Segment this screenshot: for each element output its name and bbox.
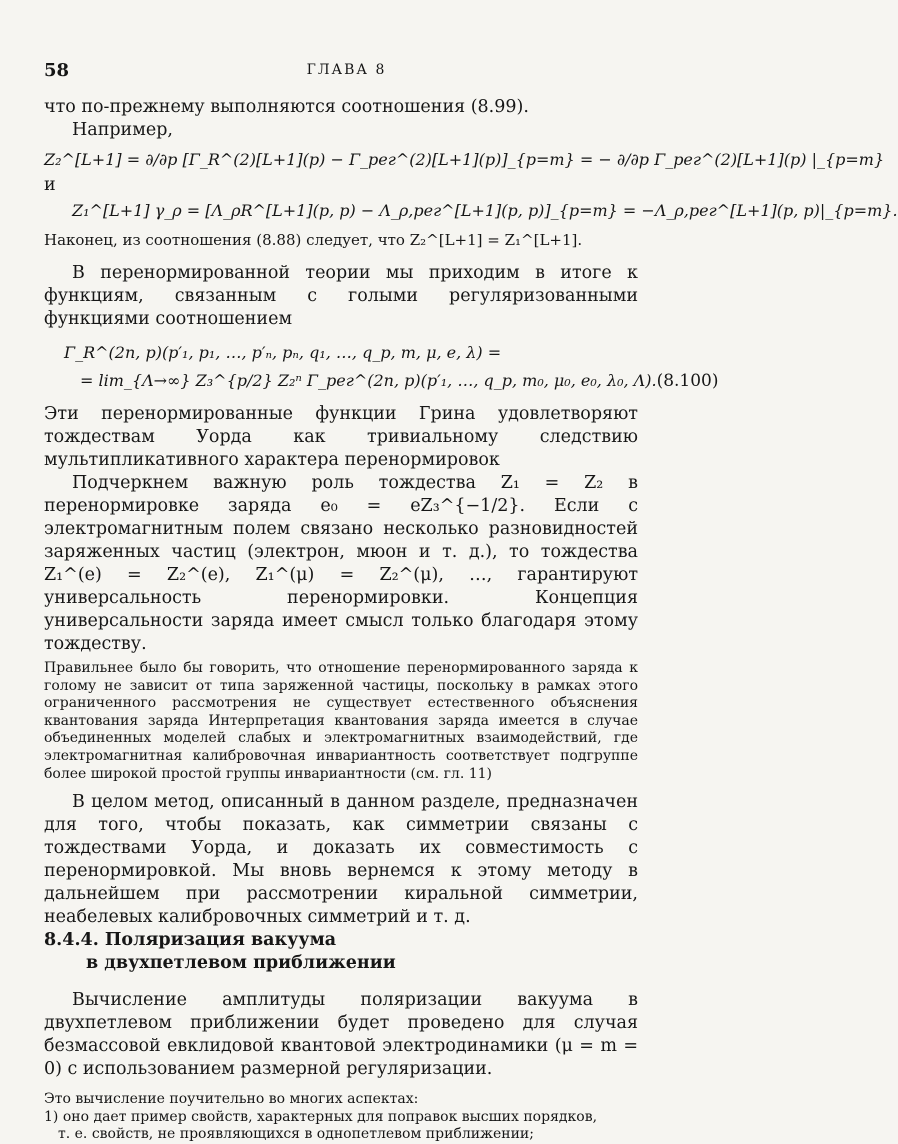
equation-8100-line1: Γ_R^(2n, p)(p′₁, p₁, …, p′ₙ, pₙ, q₁, …, q_p, m, μ, e, λ) = — [64, 343, 502, 362]
section-title-line2: в двухпетлевом приближении — [86, 953, 396, 974]
paragraph-method-summary: В целом метод, описанный в данном разделе, предназначен для того, чтобы показать, как симметрии связаны с тождествами Уорда, и доказать их совместимость с перенормировкой. Мы вновь вернемся к этому методу в дальнейшем при рассмотрении киральной симметрии, неабелевых калибровочных симметрий и т. д. — [44, 792, 638, 928]
chapter-title: ГЛАВА 8 — [306, 62, 387, 78]
section-title-line1: Поляризация вакуума — [104, 930, 337, 951]
equation-z1: Z₁^[L+1] γ_ρ = [Λ_ρR^[L+1](p, p) − Λ_ρ,рег^[L+1](p, p)]_{p=m} = −Λ_ρ,рег^[L+1](p, p)|_{p=m}. — [72, 201, 898, 220]
paragraph-finally: Наконец, из соотношения (8.88) следует, что Z₂^[L+1] = Z₁^[L+1]. — [44, 231, 583, 249]
and-label: и — [44, 175, 56, 195]
equation-8100-line2-row — [44, 367, 719, 395]
paragraph-charge-identity: Подчеркнем важную роль тождества Z₁ = Z₂ в перенормировке заряда e₀ = eZ₃^{−1/2}. Если с электромагнитным полем связано несколько разновидностей заряженных частиц (электрон, мюон и т. д.), то тождества Z₁^(e) = Z₂^(e), Z₁^(μ) = Z₂^(μ), …, гарантируют универсальность перенормировки. Концепция универсальности заряда имеет смысл только благодаря этому тождеству. — [44, 473, 638, 654]
section-number: 8.4.4. — [44, 930, 99, 951]
paragraph-relations: что по-прежнему выполняются соотношения (8.99). — [44, 97, 529, 117]
aspects-intro: Это вычисление поучительно во многих аспектах: — [44, 1091, 419, 1108]
equation-number: (8.100) — [656, 371, 719, 391]
footnote-remark: Правильнее было бы говорить, что отношение перенормированного заряда к голому не зависит от типа заряженной частицы, поскольку в рамках этого ограниченного рассмотрения не существует естественного объяснения квантования заряда Интерпретация квантования заряда имеется в случае объединенных моделей слабых и электромагнитных взаимодействий, где электромагнитная калибровочная инвариантность соответствует подгруппе более широкой простой группы инвариантности (см. гл. 11) — [44, 660, 638, 782]
section-heading — [44, 929, 638, 975]
page-number: 58 — [44, 60, 70, 81]
page-header — [44, 60, 649, 84]
equation-8100-line2: = lim_{Λ→∞} Z₃^{p/2} Z₂ⁿ Γ_рег^(2n, p)(p′₁, …, q_p, m₀, μ₀, e₀, λ₀, Λ). — [80, 371, 657, 390]
example-label: Например, — [72, 120, 173, 140]
list-item-1-line2: т. е. свойств, не проявляющихся в однопетлевом приближении; — [58, 1126, 534, 1143]
equation-z2: Z₂^[L+1] = ∂/∂p [Γ_R^(2)[L+1](p) − Γ_рег^(2)[L+1](p)]_{p=m} = − ∂/∂p Γ_рег^(2)[L+1](p) |_{p=m} — [44, 150, 885, 169]
list-item-1-line1: 1) оно дает пример свойств, характерных для поправок высших порядков, — [44, 1108, 598, 1125]
paragraph-green-functions: Эти перенормированные функции Грина удовлетворяют тождествам Уорда как тривиальному следствию мультипликативного характера перенормировок — [44, 404, 638, 470]
list-item-1 — [44, 1109, 638, 1144]
paragraph-renormalized-theory: В перенормированной теории мы приходим в итоге к функциям, связанным с голыми регуляризованными функциями соотношением — [44, 263, 638, 329]
paragraph-vacuum-polarization: Вычисление амплитуды поляризации вакуума в двухпетлевом приближении будет проведено для случая безмассовой евклидовой квантовой электродинамики (μ = m = 0) с использованием размерной регуляризации. — [44, 990, 638, 1080]
page-content — [44, 96, 898, 1144]
